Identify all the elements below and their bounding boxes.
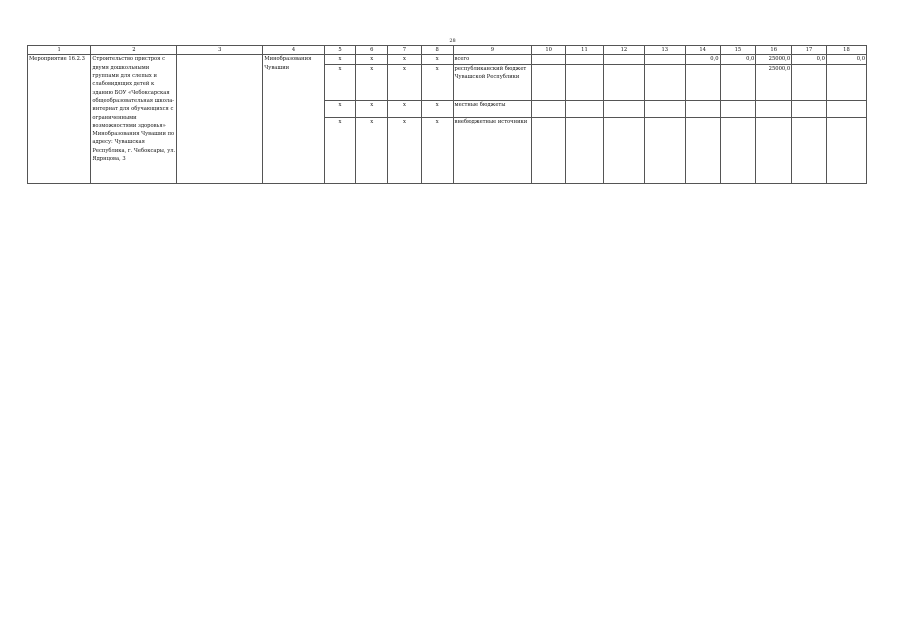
value-cell — [603, 55, 644, 64]
header-cell: 16 — [756, 46, 792, 55]
value-cell — [532, 100, 566, 117]
value-cell — [566, 64, 604, 100]
header-cell: 15 — [720, 46, 756, 55]
header-cell: 3 — [177, 46, 263, 55]
funding-source-cell: местные бюджеты — [453, 100, 532, 117]
header-row — [28, 46, 867, 55]
code-cell: x — [324, 64, 356, 100]
value-cell — [566, 55, 604, 64]
value-cell: 0,0 — [826, 55, 866, 64]
value-cell — [566, 100, 604, 117]
value-cell — [826, 117, 866, 183]
code-cell: x — [388, 100, 422, 117]
code-cell: x — [324, 100, 356, 117]
value-cell — [720, 64, 756, 100]
table-row — [28, 55, 867, 64]
value-cell — [792, 117, 827, 183]
code-cell: x — [324, 117, 356, 183]
value-cell — [756, 117, 792, 183]
value-cell — [685, 64, 720, 100]
value-cell — [826, 100, 866, 117]
code-cell: x — [356, 55, 388, 64]
header-cell: 6 — [356, 46, 388, 55]
value-cell — [756, 100, 792, 117]
code-cell: x — [421, 100, 453, 117]
code-cell: x — [356, 117, 388, 183]
value-cell — [532, 64, 566, 100]
code-cell: x — [421, 55, 453, 64]
table-body — [28, 55, 867, 183]
empty-cell — [177, 55, 263, 183]
value-cell — [644, 55, 685, 64]
value-cell — [532, 117, 566, 183]
header-cell: 8 — [421, 46, 453, 55]
header-cell: 9 — [453, 46, 532, 55]
header-cell: 12 — [603, 46, 644, 55]
value-cell — [644, 117, 685, 183]
code-cell: x — [324, 55, 356, 64]
code-cell: x — [356, 64, 388, 100]
measure-cell: Мероприятие 16.2.3 — [28, 55, 91, 183]
value-cell — [685, 100, 720, 117]
value-cell — [644, 100, 685, 117]
funding-source-cell: республиканский бюджет Чувашской Республики — [453, 64, 532, 100]
funding-source-cell: всего — [453, 55, 532, 64]
code-cell: x — [388, 64, 422, 100]
code-cell: x — [388, 55, 422, 64]
code-cell: x — [388, 117, 422, 183]
value-cell — [603, 64, 644, 100]
value-cell — [826, 64, 866, 100]
value-cell: 0,0 — [792, 55, 827, 64]
budget-table — [27, 45, 867, 184]
header-cell: 11 — [566, 46, 604, 55]
value-cell — [720, 117, 756, 183]
value-cell — [685, 117, 720, 183]
header-cell: 5 — [324, 46, 356, 55]
value-cell: 25000,0 — [756, 55, 792, 64]
value-cell — [720, 100, 756, 117]
responsible-cell: Минобразования Чувашии — [263, 55, 324, 183]
header-cell: 7 — [388, 46, 422, 55]
header-cell: 14 — [685, 46, 720, 55]
measure-name-cell: Строительство пристроя с двумя дошкольными группами для слепых и слабовидящих детей к зданию БОУ «Чебоксарская общеобразовательная школа-интернат для обучающихся с ограниченными возможностями здоровья» Минобразования Чувашии по адресу: Чувашская Республика, г. Чебоксары, ул. Ядрнцова, 3 — [91, 55, 177, 183]
value-cell — [792, 64, 827, 100]
value-cell: 25000,0 — [756, 64, 792, 100]
header-cell: 18 — [826, 46, 866, 55]
value-cell: 0,0 — [685, 55, 720, 64]
value-cell — [532, 55, 566, 64]
header-cell: 1 — [28, 46, 91, 55]
header-cell: 4 — [263, 46, 324, 55]
header-cell: 13 — [644, 46, 685, 55]
value-cell: 0,0 — [720, 55, 756, 64]
page-number: 28 — [449, 38, 456, 44]
code-cell: x — [421, 117, 453, 183]
value-cell — [566, 117, 604, 183]
code-cell: x — [356, 100, 388, 117]
value-cell — [603, 100, 644, 117]
value-cell — [644, 64, 685, 100]
header-cell: 17 — [792, 46, 827, 55]
code-cell: x — [421, 64, 453, 100]
value-cell — [792, 100, 827, 117]
value-cell — [603, 117, 644, 183]
funding-source-cell: внебюджетные источники — [453, 117, 532, 183]
header-cell: 2 — [91, 46, 177, 55]
header-cell: 10 — [532, 46, 566, 55]
